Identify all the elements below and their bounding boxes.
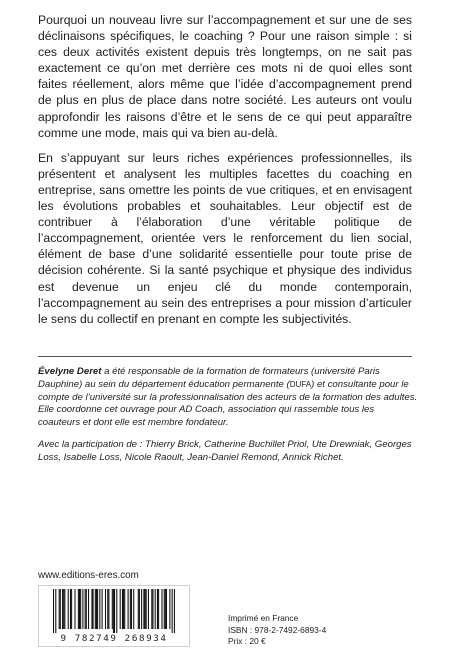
barcode-bar: [172, 589, 173, 633]
barcode-bar: [108, 589, 109, 629]
summary-paragraph-2: En s’appuyant sur leurs riches expériences professionnelles, ils présentent et analysent les multiples facettes du coaching en entreprise, sans omettre les points de vue critiques, et en envisagent les évolutions probables et souhaitables. Leur objectif est de contribuer à l’élaboration d’une véritable politique de l’accompagnement, orientée vers le renforcement du lien social, élément de base d’une solidarité essentielle pour toute prise de décision cohérente. Si la santé psychique et physique des individus est devenue un enjeu clé du monde contemporain, l’accompagnement au sein des entreprises a pour mission d’articuler le sens du collectif en prenant en compte les subjectivités.: [38, 150, 412, 326]
barcode-bar: [80, 589, 81, 629]
author-name: Évelyne Deret: [38, 366, 102, 377]
barcode-bar: [93, 589, 94, 629]
barcode-bar: [71, 589, 72, 629]
barcode-bar: [161, 589, 162, 629]
barcode-bar: [113, 589, 114, 633]
barcode-bar: [62, 589, 63, 629]
barcode-bar: [157, 589, 158, 629]
barcode-bar: [91, 589, 92, 629]
dufa-abbreviation: DUFA: [289, 379, 312, 389]
barcode-bar: [139, 589, 140, 629]
barcode-bar: [63, 589, 64, 629]
barcode-bar: [133, 589, 134, 629]
barcode-bar: [122, 589, 123, 629]
barcode-bar: [151, 589, 152, 629]
barcode-bar: [112, 589, 113, 629]
barcode-bar: [74, 589, 75, 629]
contributors-list: Avec la participation de : Thierry Brick, Catherine Buchillet Priol, Ute Drewniak, Georges Loss, Isabelle Loss, Nicole Raoult, Jean-Daniel Remond, Annick Richet.: [38, 438, 412, 463]
barcode-bar: [97, 589, 98, 629]
back-cover-summary: [38, 12, 412, 336]
barcode-bar: [107, 589, 108, 629]
publication-info: [228, 613, 326, 648]
barcode-bar: [169, 589, 170, 629]
author-description-part-1: a été responsable de la formation de formateurs (université Paris Dauphine) au sein du département éducation permanente (: [38, 366, 380, 390]
barcode-bar: [131, 589, 132, 629]
barcode-bar: [79, 589, 80, 629]
barcode-bar: [155, 589, 156, 629]
price: Prix : 20 €: [228, 636, 266, 646]
barcode-digits: 9 782749 268934: [60, 633, 168, 644]
barcode-bar: [166, 589, 167, 629]
barcode-bar: [85, 589, 86, 629]
barcode-bar: [146, 589, 147, 629]
barcode-bar: [99, 589, 100, 629]
barcode-bar: [165, 589, 166, 629]
barcode-bar: [152, 589, 153, 629]
isbn-barcode: [38, 585, 190, 647]
barcode-bar: [123, 589, 124, 629]
barcode-bar: [68, 589, 69, 629]
barcode-bar: [102, 589, 103, 629]
barcode-bar: [96, 589, 97, 629]
barcode-bar: [114, 589, 115, 633]
barcode-bar: [86, 589, 87, 629]
barcode-bar: [124, 589, 125, 629]
author-bio: [38, 366, 418, 474]
barcode-bar: [174, 589, 175, 633]
summary-paragraph-1: Pourquoi un nouveau livre sur l’accompagnement et sur une de ses déclinaisons spécifiques, le coaching ? Pour une raison simple : si ces deux activités existent depuis très longtemps, on ne sait pas exactement ce qu’on met derrière ces mots ni de quoi elles sont faites réellement, alors même que l’idée d’accompagnement prend de plus en plus de place dans notre société. Les auteurs ont voulu approfondir les raisons d’être et le sens de ce qui peut apparaître comme une mode, mais qui va bien au-delà.: [38, 13, 412, 140]
barcode-bar: [70, 589, 71, 629]
barcode-bar: [128, 589, 129, 629]
barcode-bar: [64, 589, 65, 629]
barcode-bar: [143, 589, 144, 629]
barcode-bars: [53, 589, 175, 633]
barcode-bar: [158, 589, 159, 629]
barcode-bar: [148, 589, 149, 629]
barcode-bar: [95, 589, 96, 629]
isbn-number: ISBN : 978-2-7492-6893-4: [228, 624, 327, 635]
barcode-bar: [164, 589, 165, 629]
barcode-bar: [59, 589, 60, 629]
barcode-bar: [130, 589, 131, 629]
author-description-part-2: ) et consultante pour le compte de l’université sur la professionnalisation des acteurs de la formation des adultes. Elle coordonne cet ouvrage pour AD Coach, association qui rassemble tous les coauteurs et dont elle est membre fondateur.: [38, 378, 418, 429]
barcode-bar: [105, 589, 106, 629]
author-description: [38, 366, 418, 430]
printed-in: Imprimé en France: [228, 613, 299, 623]
barcode-bar: [82, 589, 83, 629]
barcode-bar: [138, 589, 139, 629]
barcode-bar: [141, 589, 142, 629]
barcode-bar: [120, 589, 121, 629]
barcode-bar: [88, 589, 89, 629]
barcode-bar: [60, 589, 61, 629]
barcode-bar: [116, 589, 117, 633]
barcode-bar: [55, 589, 56, 633]
barcode-bar: [145, 589, 146, 629]
publisher-website: www.editions-eres.com: [38, 570, 139, 581]
section-divider: [38, 356, 412, 357]
barcode-bar: [53, 589, 54, 633]
barcode-bar: [78, 589, 79, 629]
